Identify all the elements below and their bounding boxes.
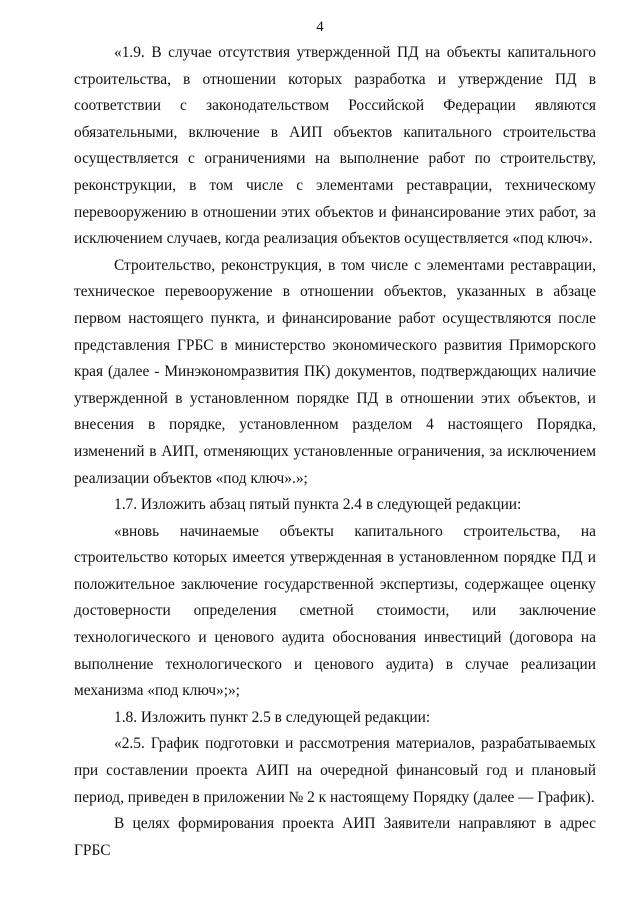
- page-number: 4: [316, 19, 324, 35]
- paragraph-construction: Строительство, реконструкция, в том числе с элементами реставрации, техническое перевооружение в отношении объектов, указанных в абзаце первом настоящего пункта, и финансирование работ осуществляются после представления ГРБС в министерство экономического развития Приморского края (далее - Минэкономразвития ПК) документов, подтверждающих наличие утвержденной в установленном порядке ПД в отношении этих объектов, и внесения в порядке, установленном разделом 4 настоящего Порядка, изменений в АИП, отменяющих установленные ограничения, за исключением реализации объектов «под ключ».»;: [74, 256, 596, 487]
- paragraph-1-7: 1.7. Изложить абзац пятый пункта 2.4 в следующей редакции:: [114, 496, 522, 514]
- paragraph-1-9: «1.9. В случае отсутствия утвержденной ПД на объекты капитального строительства, в отношении которых разработка и утверждение ПД в соответствии с законодательством Российской Федерации являются обязательными, включение в АИП объектов капитального строительства осуществляется с ограничениями на выполнение работ по строительству, реконструкции, в том числе с элементами реставрации, техническому перевооружению в отношении этих объектов и финансирование этих работ, за исключением случаев, когда реализация объектов осуществляется «под ключ».: [74, 44, 596, 248]
- paragraph-2-5: «2.5. График подготовки и рассмотрения материалов, разрабатываемых при составлении проекта АИП на очередной финансовый год и плановый период, приведен в приложении № 2 к настоящему Порядку (далее — График).: [74, 735, 596, 806]
- paragraph-1-8: 1.8. Изложить пункт 2.5 в следующей редакции:: [114, 708, 431, 726]
- paragraph-new-objects: «вновь начинаемые объекты капитального строительства, на строительство которых имеется утвержденная в установленном порядке ПД и положительное заключение государственной экспертизы, содержащее оценку достоверности определения сметной стоимости, или заключение технологического и ценового аудита обоснования инвестиций (договора на выполнение технологического и ценового аудита) в случае реализации механизма «под ключ»;»;: [74, 522, 596, 700]
- document-body: [74, 40, 596, 864]
- paragraph-applicants: В целях формирования проекта АИП Заявители направляют в адрес ГРБС: [74, 815, 596, 859]
